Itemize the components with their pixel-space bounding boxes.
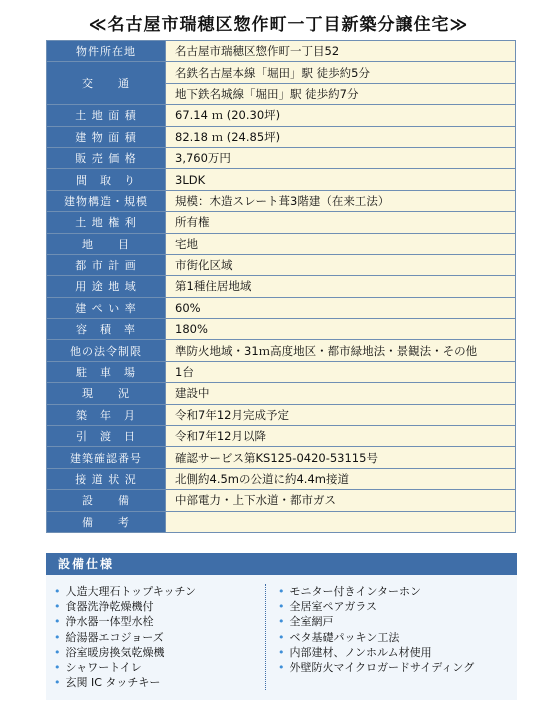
facility-item-label: ベタ基礎パッキン工法 (289, 630, 400, 644)
spec-label: 用 途 地 域 (47, 276, 166, 297)
spec-row (47, 105, 516, 126)
spec-value: 82.18 ｍ (24.85坪) (166, 126, 516, 147)
spec-row (47, 126, 516, 147)
spec-value: 準防火地域・31ｍ高度地区・都市緑地法・景観法・その他 (166, 340, 516, 361)
bullet-icon: • (278, 615, 285, 629)
facility-item (278, 614, 523, 629)
bullet-icon: • (278, 630, 285, 644)
facility-item (278, 584, 523, 599)
spec-label: 販 売 価 格 (47, 147, 166, 168)
spec-label: 土 地 権 利 (47, 212, 166, 233)
spec-label: 土 地 面 積 (47, 105, 166, 126)
spec-label: 物件所在地 (47, 41, 166, 62)
spec-value (166, 511, 516, 532)
spec-row (47, 41, 516, 62)
spec-label: 建物構造・規模 (47, 190, 166, 211)
spec-row (47, 468, 516, 489)
facility-item (54, 645, 274, 660)
facility-section (46, 553, 517, 700)
spec-value: 3LDK (166, 169, 516, 190)
facility-item (54, 630, 274, 645)
facility-item (278, 660, 523, 675)
spec-value: 名古屋市瑞穂区惣作町一丁目52 (166, 41, 516, 62)
spec-row (47, 297, 516, 318)
facility-item-label: シャワートイレ (65, 661, 142, 675)
facility-item (278, 599, 523, 614)
spec-row (47, 254, 516, 275)
facility-item-label: 食器洗浄乾燥機付 (65, 600, 154, 614)
spec-label: 駐 車 場 (47, 361, 166, 382)
facility-item-label: 浄水器一体型水栓 (65, 615, 154, 629)
spec-row (47, 511, 516, 532)
spec-value: 地下鉄名城線「堀田」駅 徒歩約7分 (166, 83, 516, 104)
bullet-icon: • (54, 645, 61, 659)
spec-label: 建 ぺ い 率 (47, 297, 166, 318)
spec-row (47, 361, 516, 382)
facility-item-label: 給湯器エコジョーズ (65, 630, 164, 644)
facility-item-label: 全居室ペアガラス (289, 600, 378, 614)
bullet-icon: • (278, 645, 285, 659)
spec-value: 確認サービス第KS125-0420-53115号 (166, 447, 516, 468)
spec-row (47, 190, 516, 211)
spec-row (47, 233, 516, 254)
spec-value: 3,760万円 (166, 147, 516, 168)
spec-value: 北側約4.5mの公道に約4.4m接道 (166, 468, 516, 489)
spec-row (47, 383, 516, 404)
spec-label: 地 目 (47, 233, 166, 254)
spec-value: 67.14 ｍ (20.30坪) (166, 105, 516, 126)
facility-list-right (265, 584, 523, 690)
spec-row (47, 404, 516, 425)
spec-value: 180% (166, 319, 516, 340)
spec-row (47, 490, 516, 511)
spec-row (47, 169, 516, 190)
bullet-icon: • (54, 630, 61, 644)
spec-value: 名鉄名古屋本線「堀田」駅 徒歩約5分 (166, 62, 516, 83)
facility-item-label: 玄関 IC タッチキー (65, 676, 161, 690)
bullet-icon: • (278, 585, 285, 598)
spec-label: 建 物 面 積 (47, 126, 166, 147)
facility-item-label: 人造大理石トップキッチン (65, 585, 196, 598)
spec-row (47, 276, 516, 297)
spec-value: 令和7年12月完成予定 (166, 404, 516, 425)
bullet-icon: • (54, 585, 61, 598)
spec-label: 都 市 計 画 (47, 254, 166, 275)
spec-value: 宅地 (166, 233, 516, 254)
bullet-icon: • (278, 600, 285, 614)
spec-value: 第1種住居地域 (166, 276, 516, 297)
facility-item-label: 内部建材、ノンホルム材使用 (289, 645, 432, 659)
spec-value: 所有権 (166, 212, 516, 233)
facility-item-label: 外壁防火マイクロガードサイディング (289, 661, 475, 675)
facility-item (54, 614, 274, 629)
property-spec-table (46, 40, 516, 533)
facility-heading: 設備仕様 (46, 553, 517, 575)
page-title: ≪名古屋市瑞穂区惣作町一丁目新築分譲住宅≫ (88, 15, 469, 35)
spec-label: 他の法令制限 (47, 340, 166, 361)
facility-item (54, 599, 274, 614)
spec-label: 引 渡 日 (47, 426, 166, 447)
facility-item (54, 660, 274, 675)
spec-label: 現 況 (47, 383, 166, 404)
facility-item-label: 全室網戸 (289, 615, 334, 629)
spec-label: 交 通 (47, 62, 166, 105)
spec-label: 築 年 月 (47, 404, 166, 425)
spec-value: 中部電力・上下水道・都市ガス (166, 490, 516, 511)
spec-row (47, 212, 516, 233)
facility-item (278, 645, 523, 660)
spec-row (47, 62, 516, 83)
spec-row (47, 426, 516, 447)
spec-label: 間 取 り (47, 169, 166, 190)
facility-item (54, 584, 274, 599)
bullet-icon: • (54, 676, 61, 690)
spec-label: 建築確認番号 (47, 447, 166, 468)
spec-value: 規模：木造スレート葺3階建（在来工法） (166, 190, 516, 211)
facility-item-label: 浴室暖房換気乾燥機 (65, 645, 165, 659)
spec-row (47, 447, 516, 468)
facility-list-left (54, 584, 274, 690)
spec-value: 60% (166, 297, 516, 318)
bullet-icon: • (54, 600, 61, 614)
bullet-icon: • (54, 661, 61, 675)
spec-row (47, 319, 516, 340)
facility-item (278, 630, 523, 645)
spec-value: 市街化区域 (166, 254, 516, 275)
spec-label: 設 備 (47, 490, 166, 511)
facility-item (54, 675, 274, 690)
spec-value: 令和7年12月以降 (166, 426, 516, 447)
spec-label: 容 積 率 (47, 319, 166, 340)
bullet-icon: • (54, 615, 61, 629)
spec-value: 1台 (166, 361, 516, 382)
spec-row (47, 340, 516, 361)
spec-label: 接 道 状 況 (47, 468, 166, 489)
spec-row (47, 147, 516, 168)
facility-item-label: モニター付きインターホン (289, 585, 422, 598)
spec-label: 備 考 (47, 511, 166, 532)
bullet-icon: • (278, 661, 285, 675)
spec-value: 建設中 (166, 383, 516, 404)
